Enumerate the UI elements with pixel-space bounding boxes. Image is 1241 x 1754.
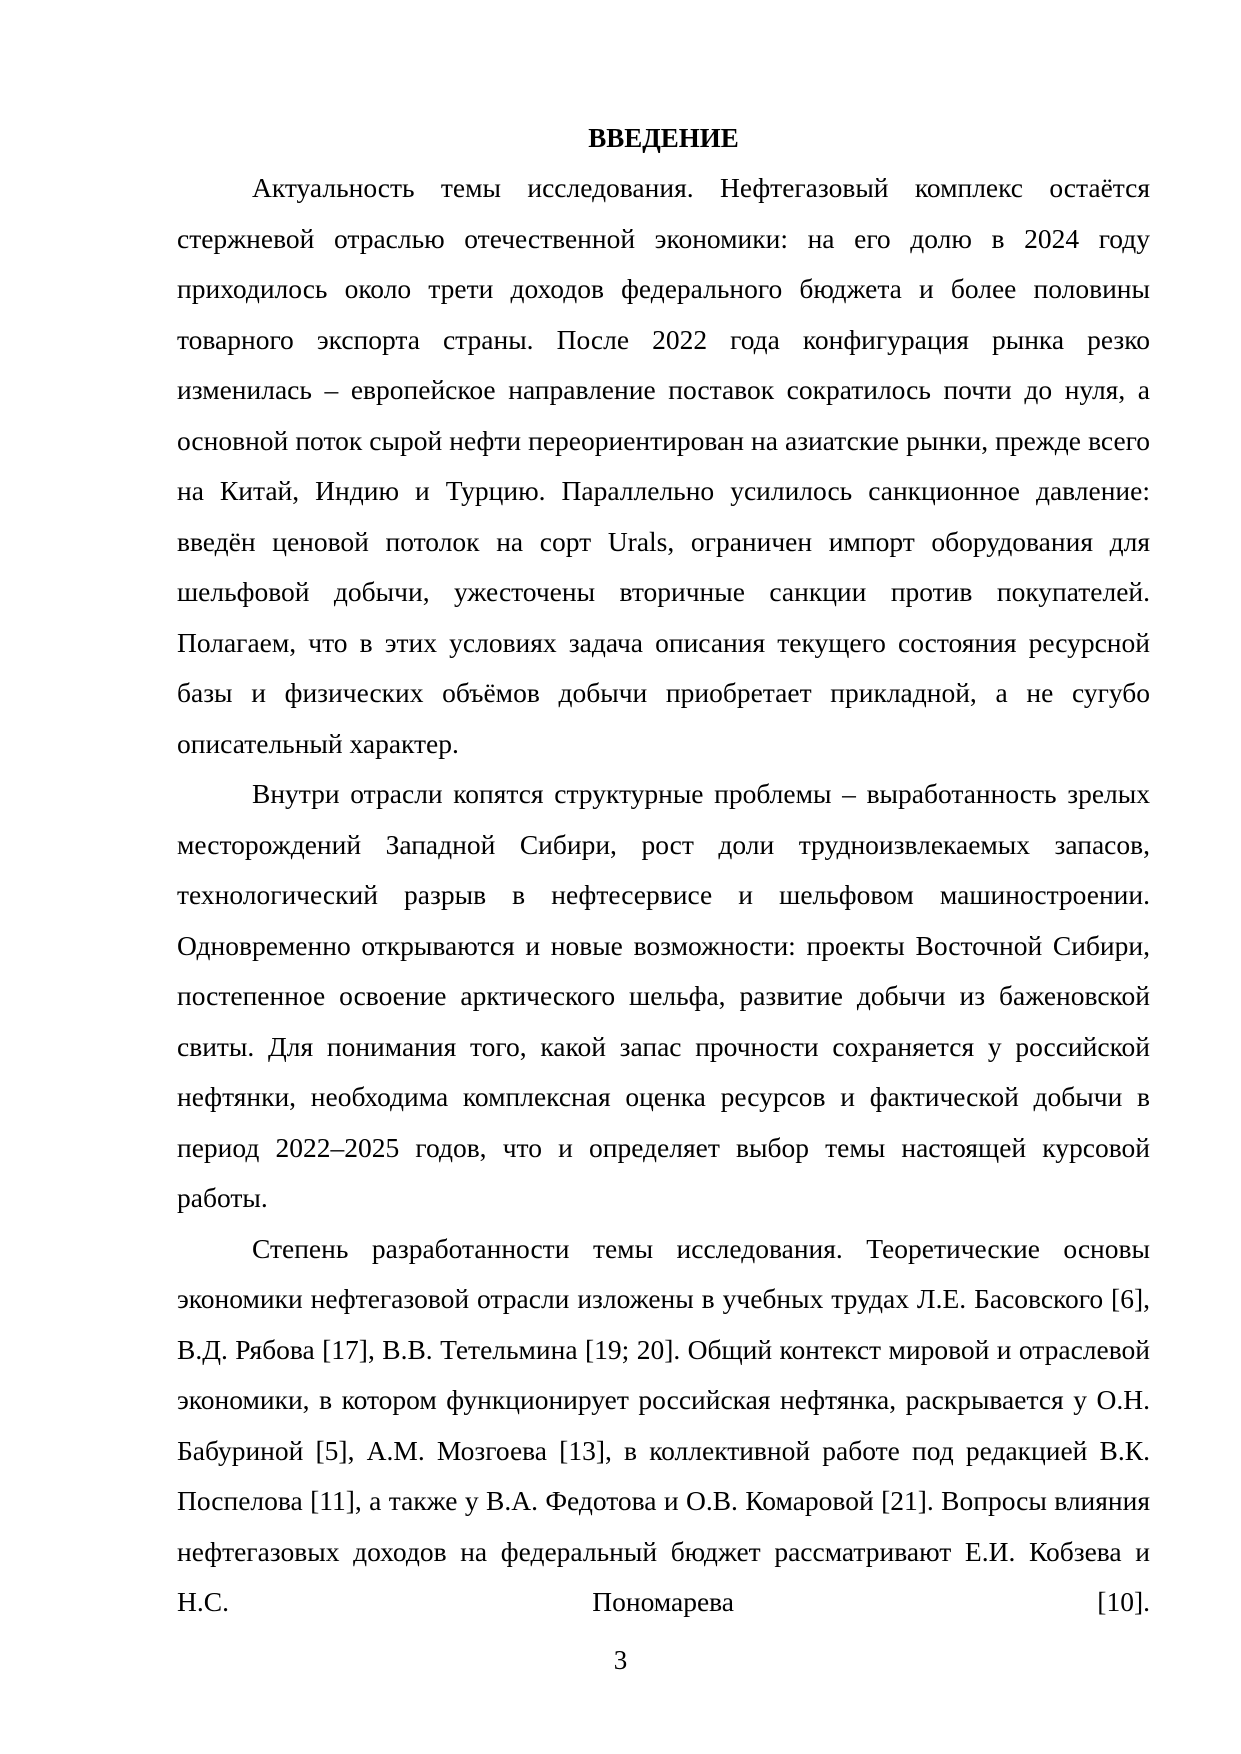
page-body bbox=[177, 113, 1150, 1628]
paragraph-relevance: Актуальность темы исследования. Нефтегазовый комплекс остаётся стержневой отраслью отечественной экономики: на его долю в 2024 году приходилось около трети доходов федерального бюджета и более половины товарного экспорта страны. После 2022 года конфигурация рынка резко изменилась – европейское направление поставок сократилось почти до нуля, а основной поток сырой нефти переориентирован на азиатские рынки, прежде всего на Китай, Индию и Турцию. Параллельно усилилось санкционное давление: введён ценовой потолок на сорт Urals, ограничен импорт оборудования для шельфовой добычи, ужесточены вторичные санкции против покупателей. Полагаем, что в этих условиях задача описания текущего состояния ресурсной базы и физических объёмов добычи приобретает прикладной, а не сугубо описательный характер. bbox=[177, 172, 1150, 759]
section-heading: ВВЕДЕНИЕ bbox=[588, 123, 739, 153]
paragraph-degree-of-development: Степень разработанности темы исследования. Теоретические основы экономики нефтегазовой отрасли изложены в учебных трудах Л.Е. Басовского [6], В.Д. Рябова [17], В.В. Тетельмина [19; 20]. Общий контекст мировой и отраслевой экономики, в котором функционирует российская нефтянка, раскрывается у О.Н. Бабуриной [5], А.М. Мозгоева [13], в коллективной работе под редакцией В.К. Поспелова [11], а также у В.А. Федотова и О.В. Комаровой [21]. Вопросы влияния нефтегазовых доходов на федеральный бюджет рассматривают Е.И. Кобзева и Н.С. Пономарева [10]. bbox=[177, 1232, 1150, 1617]
page-number: 3 bbox=[613, 1645, 628, 1675]
paragraph-structural-problems: Внутри отрасли копятся структурные проблемы – выработанность зрелых месторождений Западной Сибири, рост доли трудноизвлекаемых запасов, технологический разрыв в нефтесервисе и шельфовом машиностроении. Одновременно открываются и новые возможности: проекты Восточной Сибири, постепенное освоение арктического шельфа, развитие добычи из баженовской свиты. Для понимания того, какой запас прочности сохраняется у российской нефтянки, необходима комплексная оценка ресурсов и фактической добычи в период 2022–2025 годов, что и определяет выбор темы настоящей курсовой работы. bbox=[177, 778, 1150, 1213]
